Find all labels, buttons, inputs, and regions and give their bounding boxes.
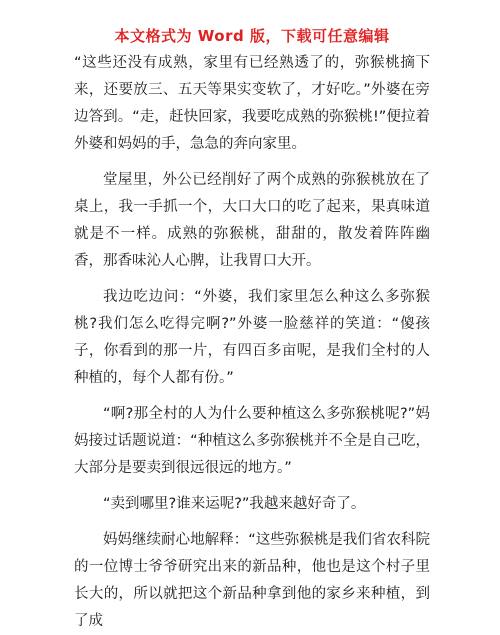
paragraph-3: 我边吃边问：“外婆，我们家里怎么种这么多弥猴桃?我们怎么吃得完啊?”外婆一脸慈祥的笑道：“傻孩子，你看到的那一片，有四百多亩呢，是我们全村的人种植的，每个人都有份。” xyxy=(74,289,430,386)
paragraph-2: 堂屋里，外公已经削好了两个成熟的弥猴桃放在了桌上，我一手抓一个，大口大口的吃了起来，果真味道就是不一样。成熟的弥猴桃，甜甜的，散发着阵阵幽香，那香味沁人心脾，让我胃口大开。 xyxy=(74,172,430,269)
document-header-title: 本文格式为 Word 版，下载可任意编辑 xyxy=(114,27,390,45)
paragraph-6: 妈妈继续耐心地解释：“这些弥猴桃是我们省农科院的一位博士爷爷研究出来的新品种，他也是这个村子里长大的，所以就把这个新品种拿到他的家乡来种植，到了成 xyxy=(74,532,430,629)
paragraph-1: “这些还没有成熟，家里有已经熟透了的，弥猴桃摘下来，还要放三、五天等果实变软了，才好吃。”外婆在旁边答到。“走，赶快回家，我要吃成熟的弥猴桃!”便拉着外婆和妈妈的手，急急的奔向家里。 xyxy=(74,55,430,152)
paragraph-4: “啊?那全村的人为什么要种植这么多弥猴桃呢?”妈妈接过话题说道：“种植这么多弥猴桃并不全是自己吃，大部分是要卖到很远很远的地方。” xyxy=(74,406,430,476)
paragraph-5: “卖到哪里?谁来运呢?”我越来越好奇了。 xyxy=(103,496,366,512)
